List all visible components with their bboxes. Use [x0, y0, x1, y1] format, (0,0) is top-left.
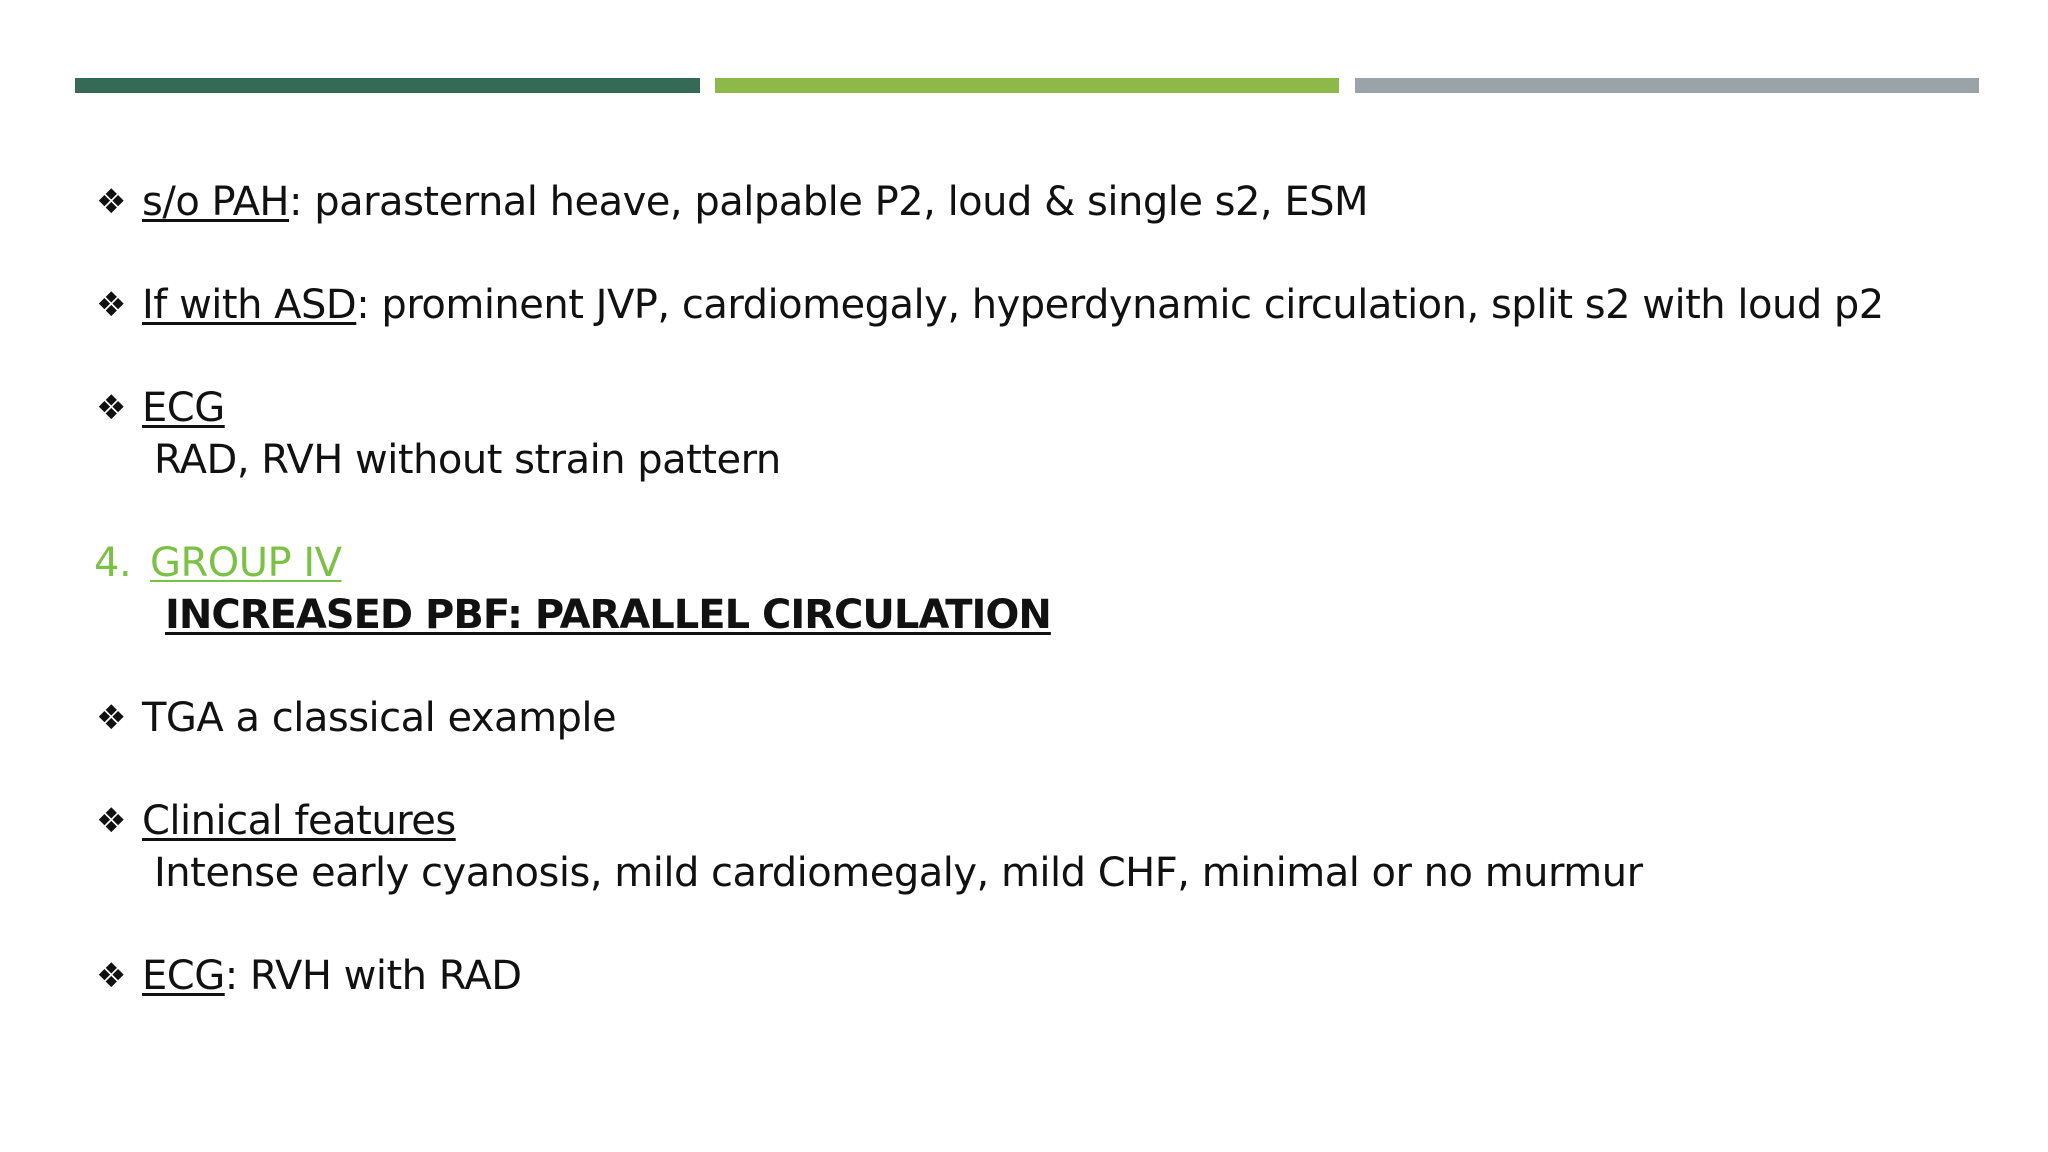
four-diamond-bullet-icon: ❖ [96, 388, 126, 428]
bullet-label: Clinical features [142, 798, 456, 844]
group-subtitle: INCREASED PBF: PARALLEL CIRCULATION [165, 592, 1051, 638]
bullet-label: ECG [142, 385, 225, 431]
bullet-ecg-2 [96, 950, 522, 1002]
bullet-ecg [96, 382, 225, 434]
four-diamond-bullet-icon: ❖ [96, 698, 126, 738]
bullet-label: ECG [142, 953, 225, 999]
group-heading [94, 537, 342, 589]
bullet-text: : prominent JVP, cardiomegaly, hyperdynamic circulation, split s2 with loud p2 [356, 282, 1884, 328]
bullet-label: s/o PAH [142, 179, 290, 225]
four-diamond-bullet-icon: ❖ [96, 285, 126, 325]
bullet-text: TGA a classical example [142, 695, 617, 741]
header-accent-bars [75, 78, 1979, 93]
bullet-clinical-features [96, 795, 456, 847]
accent-bar-light-green [715, 78, 1339, 93]
ecg-detail: RAD, RVH without strain pattern [154, 437, 781, 483]
bullet-text: : parasternal heave, palpable P2, loud & single s2, ESM [289, 179, 1369, 225]
bullet-asd [96, 279, 1884, 331]
bullet-label: If with ASD [142, 282, 357, 328]
accent-bar-dark-green [75, 78, 700, 93]
four-diamond-bullet-icon: ❖ [96, 801, 126, 841]
group-number: 4. [94, 540, 132, 586]
bullet-tga [96, 692, 616, 744]
four-diamond-bullet-icon: ❖ [96, 182, 126, 222]
group-title: GROUP IV [150, 540, 342, 586]
four-diamond-bullet-icon: ❖ [96, 956, 126, 996]
bullet-text: : RVH with RAD [224, 953, 522, 999]
bullet-pah [96, 176, 1368, 228]
clinical-features-detail: Intense early cyanosis, mild cardiomegaly, mild CHF, minimal or no murmur [154, 850, 1643, 896]
accent-bar-gray [1355, 78, 1979, 93]
